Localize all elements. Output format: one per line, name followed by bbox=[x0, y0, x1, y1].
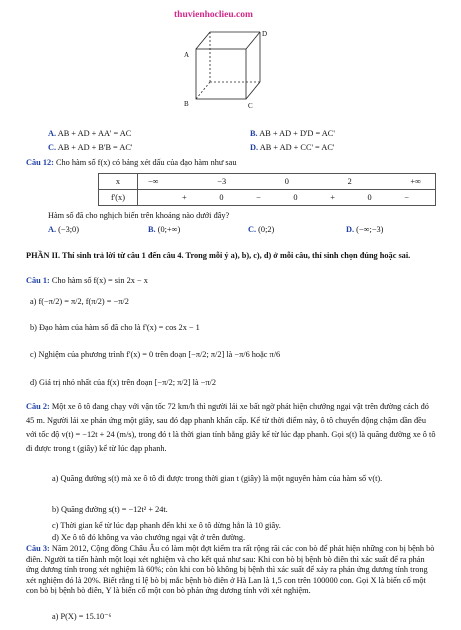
option-letter: D. bbox=[250, 143, 259, 152]
table-cell: − bbox=[404, 193, 409, 202]
cube-label-c: C bbox=[248, 102, 253, 110]
option-text: (0;2) bbox=[258, 225, 275, 234]
question-text: Năm 2012, Cộng đồng Châu Âu có làm một đợt kiểm tra rất rộng rãi các con bò để phát hiện những con bị bệnh bò điên. Người ta tiến hành một loại xét nghiệm và cho kết quả như sau: Khi con bò bị bệnh bò điên thì xác suất để ra phản ứng dương tính trong xét nghiệm là 60%; còn khi con bò không bị bệnh thì xác suất để xảy ra phản ứng dương tính trong xét nghiệm đó là 20%. Biết rằng tỉ lệ bò bị mắc bệnh bò điên ở Hà Lan là 1,5 con trên 100000 con. Gọi X là biến cố một con bò bị bệnh bò điên, Y là biến cố một con bò phản ứng dương tính với xét nghiệm. bbox=[26, 544, 435, 596]
table-cell: −3 bbox=[217, 177, 227, 186]
option-letter: A. bbox=[48, 225, 57, 234]
question-text: Cho hàm số f(x) có bảng xét dấu của đạo hàm như sau bbox=[55, 158, 237, 167]
option-letter: A. bbox=[48, 129, 57, 138]
cube-figure bbox=[176, 24, 286, 116]
table-cell: f'(x) bbox=[99, 190, 138, 206]
table-cell bbox=[138, 190, 436, 206]
q1-stem bbox=[26, 275, 148, 286]
q2-item-b: b) Quãng đường s(t) = −12t² + 24t. bbox=[52, 505, 168, 514]
item-text: là −π/2 bbox=[192, 378, 216, 387]
table-cell: − bbox=[256, 193, 261, 202]
option-letter: D. bbox=[346, 225, 355, 234]
option-expr: AB + AD + D'D = AC' bbox=[259, 129, 335, 138]
question-text: Một xe ô tô đang chạy với vận tốc 72 km/h thì người lái xe bất ngờ phát hiện chướng ngại vật trên đường cách đó 45 m. Người lái xe phản ứng một giây, sau đó đạp phanh khẩn cấp. Kể từ thời điểm này, ô tô chuyển động chậm dần đều với tốc độ v(t) = −12t + 24 (m/s), trong đó t là thời gian tính bằng giây kể từ lúc đạp phanh. Gọi s(t) là quãng đường xe ô tô đi được trong t (giây) kể từ lúc đạp phanh. bbox=[26, 402, 436, 453]
option-letter: B. bbox=[148, 225, 156, 234]
part2-heading: PHẦN II. Thí sinh trả lời từ câu 1 đến câu 4. Trong mỗi ý a), b), c), d) ở mỗi câu, thí sinh chọn đúng hoặc sai. bbox=[26, 251, 411, 260]
q3-item-a: a) P(X) = 15.10⁻⁶ bbox=[52, 612, 112, 621]
option-expr: AB + AD + CC' = AC' bbox=[259, 143, 335, 152]
table-cell: −∞ bbox=[148, 177, 159, 186]
item-text: c) Nghiệm của phương trình f'(x) = 0 trên đoạn bbox=[30, 350, 187, 359]
item-text: là −π/6 hoặc π/6 bbox=[226, 350, 281, 359]
q12-stem bbox=[26, 157, 237, 168]
q12-option-b bbox=[148, 224, 180, 235]
table-cell: + bbox=[330, 193, 335, 202]
q12-question: Hàm số đã cho nghịch biến trên khoảng nào dưới đây? bbox=[48, 211, 230, 220]
item-label: a) bbox=[30, 297, 37, 306]
table-cell: 0 bbox=[284, 177, 289, 186]
table-row bbox=[99, 174, 436, 190]
question-text: Cho hàm số f(x) = sin 2x − x bbox=[51, 276, 148, 285]
q11-option-b bbox=[250, 128, 335, 139]
option-expr: AB + AD + B'B = AC' bbox=[57, 143, 133, 152]
item-text: d) Giá trị nhỏ nhất của f(x) trên đoạn bbox=[30, 378, 153, 387]
interval: [−π/2; π/2] bbox=[154, 378, 191, 387]
table-cell: + bbox=[182, 193, 187, 202]
q12-option-a bbox=[48, 224, 79, 235]
q11-option-a bbox=[48, 128, 131, 139]
q2-item-c: c) Thời gian kể từ lúc đạp phanh đến khi xe ô tô dừng hẳn là 10 giây. bbox=[52, 521, 281, 530]
option-text: (−3;0) bbox=[58, 225, 79, 234]
option-letter: C. bbox=[248, 225, 257, 234]
table-cell: 2 bbox=[347, 177, 352, 186]
table-cell: +∞ bbox=[410, 177, 421, 186]
q1-item-c bbox=[30, 349, 280, 360]
q1-item-b: b) Đạo hàm của hàm số đã cho là f'(x) = cos 2x − 1 bbox=[30, 323, 200, 332]
cube-label-d: D bbox=[262, 30, 268, 38]
option-expr: AB + AD + AA' = AC bbox=[57, 129, 132, 138]
table-cell: x bbox=[99, 174, 138, 190]
question-label: Câu 3: bbox=[26, 544, 50, 553]
option-letter: B. bbox=[250, 129, 258, 138]
site-masthead: thuvienhoclieu.com bbox=[174, 10, 253, 20]
table-cell: 0 bbox=[367, 193, 372, 202]
q1-item-a bbox=[30, 296, 129, 307]
q11-option-c bbox=[48, 142, 132, 153]
cube-label-b: B bbox=[184, 100, 189, 108]
q12-option-d bbox=[346, 224, 383, 235]
table-cell: 0 bbox=[219, 193, 224, 202]
question-label: Câu 12: bbox=[26, 158, 54, 167]
q1-item-d bbox=[30, 377, 216, 388]
table-cell bbox=[138, 174, 436, 190]
q2-stem bbox=[26, 400, 438, 456]
option-text: (−∞;−3) bbox=[356, 225, 384, 234]
item-text: f(−π/2) = π/2, f(π/2) = −π/2 bbox=[38, 297, 129, 306]
cube-label-a: A bbox=[184, 51, 190, 59]
table-cell: 0 bbox=[293, 193, 298, 202]
question-label: Câu 1: bbox=[26, 276, 50, 285]
sign-table bbox=[98, 173, 436, 206]
q2-item-d: d) Xe ô tô đó không va vào chướng ngại vật ở trên đường. bbox=[52, 533, 246, 542]
q11-option-d bbox=[250, 142, 334, 153]
question-label: Câu 2: bbox=[26, 402, 50, 411]
q3-stem bbox=[26, 544, 438, 597]
table-row bbox=[99, 190, 436, 206]
option-letter: C. bbox=[48, 143, 57, 152]
interval: [−π/2; π/2] bbox=[188, 350, 225, 359]
q2-item-a: a) Quãng đường s(t) mà xe ô tô đi được trong thời gian t (giây) là một nguyên hàm của hàm số v(t). bbox=[52, 474, 383, 483]
q12-option-c bbox=[248, 224, 274, 235]
option-text: (0;+∞) bbox=[157, 225, 181, 234]
